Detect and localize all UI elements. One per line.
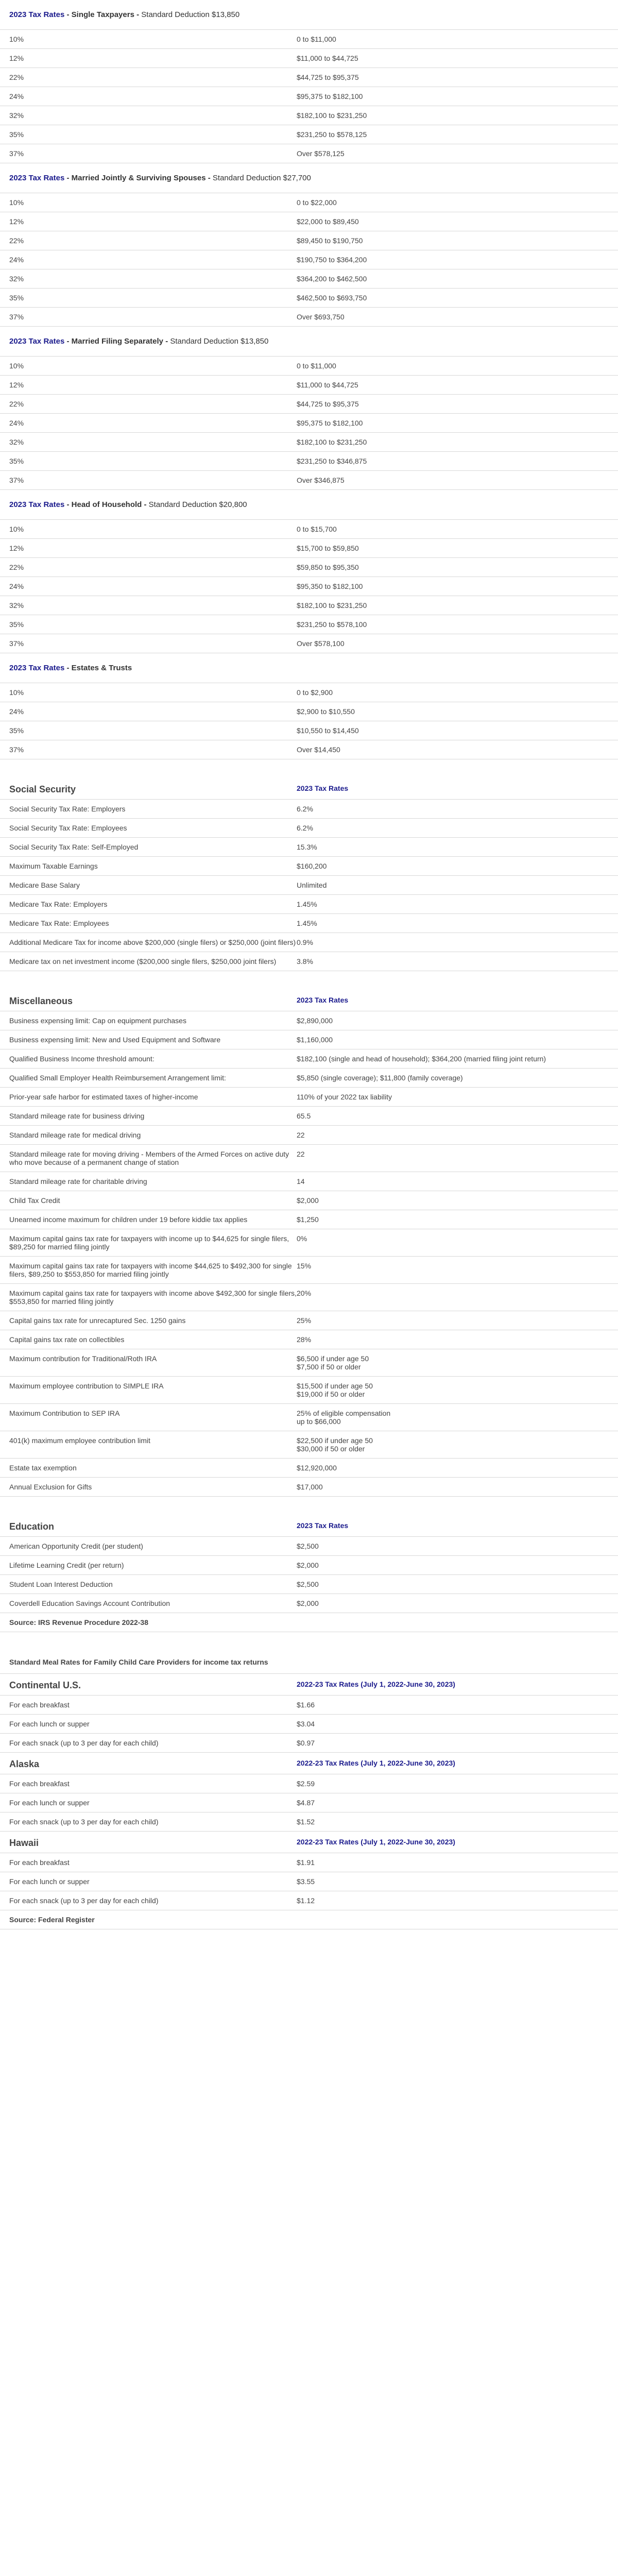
- table-row: [0, 914, 618, 933]
- table-row: [0, 1404, 618, 1431]
- section-heading: Education: [9, 1521, 55, 1532]
- row-value: $12,920,000: [297, 1464, 337, 1472]
- table-row: [0, 49, 618, 68]
- table-row: [0, 193, 618, 212]
- row-label: 22%: [9, 236, 24, 245]
- row-label: 37%: [9, 745, 24, 754]
- row-label: Maximum capital gains tax rate for taxpayers with income up to $44,625 for single filers, $89,250 for married filing jointly: [9, 1234, 289, 1251]
- row-value: 28%: [297, 1335, 312, 1344]
- row-label: Child Tax Credit: [9, 1196, 60, 1205]
- title-separator: -: [205, 174, 213, 182]
- table-row: [0, 933, 618, 952]
- row-value: 0.9%: [297, 938, 313, 946]
- row-value: $89,450 to $190,750: [297, 236, 363, 245]
- row-label: For each lunch or supper: [9, 1799, 90, 1807]
- table-row: [0, 1431, 618, 1459]
- table-row: [0, 1257, 618, 1284]
- column-heading: 2023 Tax Rates: [297, 1521, 349, 1530]
- table-row: [0, 1459, 618, 1478]
- table-row: [0, 876, 618, 895]
- table-row: [0, 1011, 618, 1030]
- row-label: 37%: [9, 313, 24, 321]
- row-value: $2,000: [297, 1599, 319, 1607]
- row-label: 10%: [9, 525, 24, 533]
- title-separator: -: [163, 337, 170, 346]
- table-row: [0, 634, 618, 653]
- section-heading: Miscellaneous: [9, 996, 73, 1006]
- table-row: [0, 106, 618, 125]
- region-name: Hawaii: [9, 1838, 39, 1848]
- table-row: [0, 1774, 618, 1793]
- row-label: Social Security Tax Rate: Employees: [9, 824, 127, 832]
- region-name: Continental U.S.: [9, 1680, 81, 1690]
- row-label: 32%: [9, 275, 24, 283]
- row-value: 0 to $11,000: [297, 35, 336, 43]
- row-label: Social Security Tax Rate: Employers: [9, 805, 126, 813]
- row-label: Standard mileage rate for business driving: [9, 1112, 145, 1120]
- table-row: [0, 433, 618, 452]
- row-value: Over $578,125: [297, 149, 345, 158]
- table-row: [0, 1330, 618, 1349]
- row-label: 24%: [9, 707, 24, 716]
- table-row: [0, 1030, 618, 1049]
- table-row: [0, 819, 618, 838]
- table-row: [0, 471, 618, 490]
- row-label: Capital gains tax rate for unrecaptured Sec. 1250 gains: [9, 1316, 186, 1325]
- row-label: For each snack (up to 3 per day for each child): [9, 1818, 159, 1826]
- row-label: American Opportunity Credit (per student): [9, 1542, 143, 1550]
- row-label: For each breakfast: [9, 1780, 70, 1788]
- row-value: $2.59: [297, 1780, 315, 1788]
- row-label: 22%: [9, 400, 24, 408]
- table-row: [0, 1069, 618, 1088]
- row-value: $1,250: [297, 1215, 319, 1224]
- row-value: 0 to $11,000: [297, 362, 336, 370]
- row-value: $231,250 to $578,125: [297, 130, 367, 139]
- row-value: $182,100 (single and head of household); $364,200 (married filing joint return): [297, 1055, 546, 1063]
- row-label: Maximum contribution for Traditional/Roth IRA: [9, 1354, 157, 1363]
- row-label: 37%: [9, 476, 24, 484]
- row-label: Qualified Business Income threshold amount:: [9, 1055, 154, 1063]
- row-value: $2,500: [297, 1542, 319, 1550]
- row-label: 12%: [9, 544, 24, 552]
- table-row: [0, 740, 618, 759]
- row-value: $95,375 to $182,100: [297, 92, 363, 100]
- region-name: Alaska: [9, 1759, 40, 1769]
- row-value: $160,200: [297, 862, 327, 870]
- table-row: [0, 1734, 618, 1753]
- table-row: [0, 721, 618, 740]
- row-label: 35%: [9, 294, 24, 302]
- row-label: For each lunch or supper: [9, 1877, 90, 1886]
- row-value: 6.2%: [297, 805, 313, 813]
- row-label: Medicare tax on net investment income ($200,000 single filers, $250,000 joint filers): [9, 957, 277, 965]
- table-row: [0, 1793, 618, 1812]
- standard-deduction: Standard Deduction $27,700: [212, 174, 311, 182]
- row-value: $22,500 if under age 50 $30,000 if 50 or older: [297, 1436, 373, 1453]
- row-value: Over $14,450: [297, 745, 340, 754]
- row-value: Over $578,100: [297, 639, 345, 648]
- table-row: [0, 577, 618, 596]
- row-label: For each breakfast: [9, 1858, 70, 1867]
- column-heading: 2022-23 Tax Rates (July 1, 2022-June 30, 2023): [297, 1759, 455, 1767]
- row-label: 24%: [9, 92, 24, 100]
- table-row: [0, 87, 618, 106]
- row-value: $231,250 to $346,875: [297, 457, 367, 465]
- title-separator: -: [142, 500, 149, 509]
- bracket-table-title: [0, 0, 618, 30]
- table-row: [0, 1107, 618, 1126]
- row-label: For each lunch or supper: [9, 1720, 90, 1728]
- standard-deduction: Standard Deduction $13,850: [141, 10, 240, 19]
- row-value: $10,550 to $14,450: [297, 726, 359, 735]
- row-label: Qualified Small Employer Health Reimbursement Arrangement limit:: [9, 1074, 226, 1082]
- table-row: [0, 308, 618, 327]
- row-value: 0 to $15,700: [297, 525, 337, 533]
- row-label: 10%: [9, 688, 24, 697]
- table-row: [0, 857, 618, 876]
- table-row: [0, 212, 618, 231]
- row-value: $22,000 to $89,450: [297, 217, 359, 226]
- row-value: $6,500 if under age 50 $7,500 if 50 or older: [297, 1354, 369, 1371]
- filing-status: Head of Household: [71, 500, 142, 509]
- table-row: [0, 800, 618, 819]
- row-value: $182,100 to $231,250: [297, 601, 367, 609]
- bracket-table-title: [0, 490, 618, 520]
- row-value: $2,500: [297, 1580, 319, 1588]
- row-value: Over $346,875: [297, 476, 345, 484]
- bracket-table-title: [0, 327, 618, 357]
- table-row: [0, 558, 618, 577]
- row-label: Maximum capital gains tax rate for taxpayers with income $44,625 to $492,300 for single filers, $89,250 to $553,850 for married filing jointly: [9, 1262, 292, 1278]
- standard-deduction: Standard Deduction $20,800: [148, 500, 247, 509]
- row-value: 15.3%: [297, 843, 317, 851]
- row-label: 37%: [9, 639, 24, 648]
- table-row: [0, 1377, 618, 1404]
- table-row: [0, 269, 618, 289]
- source-note: Source: IRS Revenue Procedure 2022-38: [0, 1613, 618, 1632]
- row-value: $15,700 to $59,850: [297, 544, 359, 552]
- row-value: 22: [297, 1131, 305, 1139]
- row-label: 10%: [9, 362, 24, 370]
- row-value: 0 to $22,000: [297, 198, 337, 207]
- row-label: 10%: [9, 35, 24, 43]
- row-value: $11,000 to $44,725: [297, 381, 358, 389]
- row-value: 110% of your 2022 tax liability: [297, 1093, 392, 1101]
- table-row: [0, 1049, 618, 1069]
- filing-status: Married Filing Separately: [71, 337, 164, 346]
- row-label: Medicare Base Salary: [9, 881, 80, 889]
- section-heading: Social Security: [9, 784, 76, 794]
- row-label: 24%: [9, 419, 24, 427]
- region-header: [0, 1753, 618, 1774]
- row-value: 65.5: [297, 1112, 311, 1120]
- table-row: [0, 1088, 618, 1107]
- table-row: [0, 1853, 618, 1872]
- column-heading: 2022-23 Tax Rates (July 1, 2022-June 30, 2023): [297, 1680, 455, 1688]
- row-label: Additional Medicare Tax for income above $200,000 (single filers) or $250,000 (joint filers): [9, 938, 296, 946]
- row-label: Maximum Taxable Earnings: [9, 862, 98, 870]
- title-separator: -: [64, 664, 72, 672]
- row-label: Maximum Contribution to SEP IRA: [9, 1409, 120, 1417]
- table-row: [0, 250, 618, 269]
- row-label: Medicare Tax Rate: Employees: [9, 919, 109, 927]
- row-label: 32%: [9, 111, 24, 120]
- row-value: $2,000: [297, 1196, 319, 1205]
- row-value: $1.91: [297, 1858, 315, 1867]
- region-header: [0, 1674, 618, 1696]
- table-row: [0, 125, 618, 144]
- row-value: $59,850 to $95,350: [297, 563, 359, 571]
- row-value: $1.66: [297, 1701, 315, 1709]
- bracket-table-title: [0, 653, 618, 683]
- table-row: [0, 952, 618, 971]
- row-value: $44,725 to $95,375: [297, 73, 359, 81]
- year-label: 2023 Tax Rates: [9, 174, 65, 182]
- title-separator: -: [64, 337, 72, 346]
- row-value: $190,750 to $364,200: [297, 256, 367, 264]
- row-label: 12%: [9, 217, 24, 226]
- filing-status: Married Jointly & Surviving Spouses: [71, 174, 206, 182]
- year-label: 2023 Tax Rates: [9, 337, 65, 346]
- row-value: $44,725 to $95,375: [297, 400, 359, 408]
- row-label: Maximum employee contribution to SIMPLE IRA: [9, 1382, 164, 1390]
- row-value: $95,350 to $182,100: [297, 582, 363, 590]
- row-label: Prior-year safe harbor for estimated taxes of higher-income: [9, 1093, 198, 1101]
- table-row: [0, 596, 618, 615]
- row-label: 37%: [9, 149, 24, 158]
- table-row: [0, 414, 618, 433]
- row-label: 12%: [9, 381, 24, 389]
- row-label: Standard mileage rate for medical driving: [9, 1131, 141, 1139]
- row-label: Lifetime Learning Credit (per return): [9, 1561, 124, 1569]
- standard-deduction: Standard Deduction $13,850: [170, 337, 269, 346]
- table-row: [0, 1575, 618, 1594]
- meal-rates-title: Standard Meal Rates for Family Child Care Providers for income tax returns: [0, 1647, 618, 1674]
- row-value: $11,000 to $44,725: [297, 54, 358, 62]
- filing-status: Estates & Trusts: [71, 664, 132, 672]
- row-label: 401(k) maximum employee contribution limit: [9, 1436, 150, 1445]
- row-value: $3.55: [297, 1877, 315, 1886]
- table-row: [0, 1229, 618, 1257]
- table-row: [0, 1349, 618, 1377]
- row-label: 24%: [9, 256, 24, 264]
- row-value: $364,200 to $462,500: [297, 275, 367, 283]
- row-label: Standard mileage rate for moving driving - Members of the Armed Forces on active duty who move because of a permanent change of station: [9, 1150, 289, 1166]
- row-label: Estate tax exemption: [9, 1464, 77, 1472]
- table-row: [0, 1126, 618, 1145]
- table-row: [0, 1696, 618, 1715]
- table-row: [0, 1210, 618, 1229]
- filing-status: Single Taxpayers: [71, 10, 134, 19]
- row-value: 25%: [297, 1316, 312, 1325]
- row-label: 35%: [9, 457, 24, 465]
- row-value: 1.45%: [297, 919, 317, 927]
- table-row: [0, 615, 618, 634]
- education-header: [0, 1515, 618, 1537]
- row-value: $95,375 to $182,100: [297, 419, 363, 427]
- row-value: $2,000: [297, 1561, 319, 1569]
- row-label: Medicare Tax Rate: Employers: [9, 900, 108, 908]
- row-label: 32%: [9, 438, 24, 446]
- row-label: Annual Exclusion for Gifts: [9, 1483, 92, 1491]
- row-value: 14: [297, 1177, 305, 1185]
- row-label: 22%: [9, 73, 24, 81]
- row-label: Student Loan Interest Deduction: [9, 1580, 113, 1588]
- table-row: [0, 452, 618, 471]
- row-value: $1.52: [297, 1818, 315, 1826]
- table-row: [0, 1556, 618, 1575]
- row-label: 24%: [9, 582, 24, 590]
- table-row: [0, 1812, 618, 1832]
- row-label: Capital gains tax rate on collectibles: [9, 1335, 125, 1344]
- table-row: [0, 357, 618, 376]
- row-value: $231,250 to $578,100: [297, 620, 367, 629]
- title-separator: -: [134, 10, 142, 19]
- column-heading: 2022-23 Tax Rates (July 1, 2022-June 30, 2023): [297, 1838, 455, 1846]
- table-row: [0, 395, 618, 414]
- row-label: 32%: [9, 601, 24, 609]
- row-label: Social Security Tax Rate: Self-Employed: [9, 843, 139, 851]
- row-label: For each snack (up to 3 per day for each child): [9, 1739, 159, 1747]
- row-label: Business expensing limit: Cap on equipment purchases: [9, 1016, 186, 1025]
- title-separator: -: [64, 10, 72, 19]
- miscellaneous-header: [0, 990, 618, 1011]
- row-value: 0 to $2,900: [297, 688, 333, 697]
- table-row: [0, 68, 618, 87]
- row-label: 10%: [9, 198, 24, 207]
- table-row: [0, 520, 618, 539]
- column-heading: 2023 Tax Rates: [297, 784, 349, 792]
- table-row: [0, 30, 618, 49]
- row-value: $182,100 to $231,250: [297, 111, 367, 120]
- row-label: For each breakfast: [9, 1701, 70, 1709]
- title-separator: -: [64, 174, 72, 182]
- row-value: $1,160,000: [297, 1036, 333, 1044]
- row-label: 22%: [9, 563, 24, 571]
- table-row: [0, 1172, 618, 1191]
- row-value: 6.2%: [297, 824, 313, 832]
- table-row: [0, 1478, 618, 1497]
- row-value: Unlimited: [297, 881, 327, 889]
- row-value: $2,900 to $10,550: [297, 707, 355, 716]
- row-value: 15%: [297, 1262, 312, 1270]
- region-header: [0, 1832, 618, 1853]
- table-row: [0, 1145, 618, 1172]
- row-value: $2,890,000: [297, 1016, 333, 1025]
- bracket-table-title: [0, 163, 618, 193]
- table-row: [0, 1284, 618, 1311]
- row-value: $5,850 (single coverage); $11,800 (family coverage): [297, 1074, 463, 1082]
- row-label: 35%: [9, 620, 24, 629]
- row-value: 1.45%: [297, 900, 317, 908]
- table-row: [0, 1715, 618, 1734]
- row-value: 25% of eligible compensation up to $66,000: [297, 1409, 391, 1426]
- row-value: 22: [297, 1150, 305, 1158]
- table-row: [0, 231, 618, 250]
- row-label: Unearned income maximum for children under 19 before kiddie tax applies: [9, 1215, 248, 1224]
- row-value: 0%: [297, 1234, 307, 1243]
- column-heading: 2023 Tax Rates: [297, 996, 349, 1004]
- row-value: 3.8%: [297, 957, 313, 965]
- table-row: [0, 1872, 618, 1891]
- social_security-header: [0, 778, 618, 800]
- row-value: $1.12: [297, 1896, 315, 1905]
- row-value: $3.04: [297, 1720, 315, 1728]
- table-row: [0, 1191, 618, 1210]
- year-label: 2023 Tax Rates: [9, 10, 65, 19]
- row-label: 35%: [9, 130, 24, 139]
- row-label: Maximum capital gains tax rate for taxpayers with income above $492,300 for single filers, $553,850 for married filing jointly: [9, 1289, 297, 1306]
- row-value: $15,500 if under age 50 $19,000 if 50 or older: [297, 1382, 373, 1398]
- table-row: [0, 838, 618, 857]
- table-row: [0, 144, 618, 163]
- row-label: Coverdell Education Savings Account Contribution: [9, 1599, 170, 1607]
- row-label: Business expensing limit: New and Used Equipment and Software: [9, 1036, 221, 1044]
- row-label: 35%: [9, 726, 24, 735]
- row-value: 20%: [297, 1289, 312, 1297]
- table-row: [0, 895, 618, 914]
- table-row: [0, 539, 618, 558]
- row-value: Over $693,750: [297, 313, 345, 321]
- table-row: [0, 1537, 618, 1556]
- row-value: $462,500 to $693,750: [297, 294, 367, 302]
- row-label: 12%: [9, 54, 24, 62]
- source-note: Source: Federal Register: [0, 1910, 618, 1929]
- row-label: For each snack (up to 3 per day for each child): [9, 1896, 159, 1905]
- table-row: [0, 1311, 618, 1330]
- row-value: $4.87: [297, 1799, 315, 1807]
- year-label: 2023 Tax Rates: [9, 500, 65, 509]
- row-value: $182,100 to $231,250: [297, 438, 367, 446]
- row-value: $0.97: [297, 1739, 315, 1747]
- table-row: [0, 702, 618, 721]
- table-row: [0, 289, 618, 308]
- table-row: [0, 1594, 618, 1613]
- title-separator: -: [64, 500, 72, 509]
- table-row: [0, 376, 618, 395]
- table-row: [0, 1891, 618, 1910]
- year-label: 2023 Tax Rates: [9, 664, 65, 672]
- table-row: [0, 683, 618, 702]
- row-value: $17,000: [297, 1483, 323, 1491]
- row-label: Standard mileage rate for charitable driving: [9, 1177, 147, 1185]
